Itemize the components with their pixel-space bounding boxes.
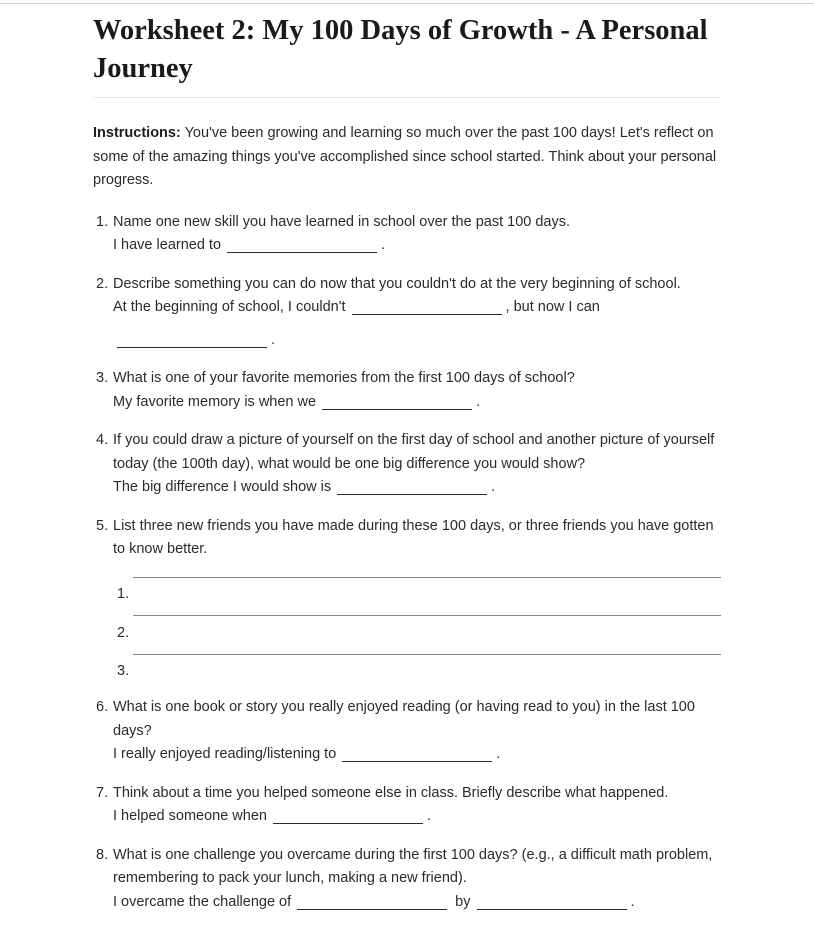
answer-line xyxy=(113,391,721,415)
answer-blank[interactable] xyxy=(273,807,423,824)
instructions xyxy=(93,122,721,193)
answer-end: . xyxy=(630,893,635,910)
question-number: 1. xyxy=(96,213,109,230)
answer-blank[interactable] xyxy=(227,236,377,253)
question-6 xyxy=(93,696,721,767)
answer-text: My favorite memory is when we xyxy=(113,393,317,410)
answer-text: The big difference I would show is xyxy=(113,479,332,495)
answer-blank[interactable] xyxy=(352,298,502,315)
answer-line xyxy=(113,234,721,258)
answer-end: . xyxy=(426,808,432,824)
question-8 xyxy=(93,844,721,915)
question-list xyxy=(93,211,721,915)
friend-number: 1. xyxy=(117,586,130,602)
friend-entry xyxy=(113,604,721,643)
answer-blank[interactable] xyxy=(297,893,447,910)
friends-list xyxy=(113,566,721,682)
answer-text: I have learned to xyxy=(113,237,222,253)
friend-entry xyxy=(113,643,721,682)
question-3 xyxy=(93,367,721,414)
friend-number: 3. xyxy=(117,663,130,679)
question-prompt: List three new friends you have made during these 100 days, or three friends you have gotten to know better. xyxy=(113,517,714,557)
answer-text: I overcame the challenge of xyxy=(113,893,292,910)
question-number: 6. xyxy=(96,699,109,715)
top-divider xyxy=(0,3,814,4)
question-prompt: Describe something you can do now that you couldn't do at the very beginning of school. xyxy=(113,275,681,292)
question-prompt: What is one book or story you really enjoyed reading (or having read to you) in the last 100 days? xyxy=(113,699,695,739)
question-number: 4. xyxy=(96,432,109,448)
answer-text: I really enjoyed reading/listening to xyxy=(113,746,337,762)
answer-line xyxy=(113,805,721,829)
question-7 xyxy=(93,782,721,829)
question-1 xyxy=(93,211,721,258)
question-prompt: If you could draw a picture of yourself on the first day of school and another picture of yourself today (the 100th day), what would be one big difference you would show? xyxy=(113,432,715,472)
friend-entry xyxy=(113,566,721,605)
answer-text: I helped someone when xyxy=(113,808,267,824)
answer-line xyxy=(113,296,721,320)
question-5 xyxy=(93,515,721,682)
answer-line xyxy=(113,743,721,767)
answer-end: . xyxy=(381,237,386,253)
answer-end: . xyxy=(496,746,501,762)
question-prompt: Name one new skill you have learned in school over the past 100 days. xyxy=(113,213,571,230)
question-number: 8. xyxy=(96,846,109,863)
question-prompt: Think about a time you helped someone else in class. Briefly describe what happened. xyxy=(113,784,669,801)
answer-blank[interactable] xyxy=(342,745,492,762)
page-title: Worksheet 2: My 100 Days of Growth - A Personal Journey xyxy=(93,12,721,98)
friend-answer-line[interactable] xyxy=(133,615,721,616)
worksheet xyxy=(93,12,721,929)
answer-blank[interactable] xyxy=(337,478,487,495)
question-number: 2. xyxy=(96,275,109,292)
question-prompt: What is one challenge you overcame during the first 100 days? (e.g., a difficult math problem, remembering to pack your lunch, making a new friend). xyxy=(113,846,713,886)
question-prompt: What is one of your favorite memories from the first 100 days of school? xyxy=(113,370,575,386)
question-number: 5. xyxy=(96,517,109,534)
answer-line-continued xyxy=(113,329,721,353)
answer-end: . xyxy=(491,479,496,495)
friend-answer-line[interactable] xyxy=(133,577,721,578)
friend-answer-line[interactable] xyxy=(133,654,721,655)
answer-mid: , but now I can xyxy=(505,299,600,315)
question-2 xyxy=(93,273,721,353)
answer-line xyxy=(113,476,721,500)
answer-mid: by xyxy=(455,893,471,910)
answer-end: . xyxy=(476,393,481,410)
question-4 xyxy=(93,429,721,500)
answer-blank[interactable] xyxy=(477,893,627,910)
question-number: 7. xyxy=(96,784,109,801)
answer-blank[interactable] xyxy=(322,393,472,410)
answer-blank[interactable] xyxy=(117,331,267,348)
instructions-text: You've been growing and learning so much over the past 100 days! Let's reflect on some of the amazing things you've accomplished since school started. Think about your personal progress. xyxy=(93,125,717,188)
question-number: 3. xyxy=(96,370,109,386)
answer-line xyxy=(113,891,721,915)
instructions-label: Instructions: xyxy=(93,125,181,141)
answer-text: At the beginning of school, I couldn't xyxy=(113,299,346,315)
answer-end: . xyxy=(271,331,276,348)
friend-number: 2. xyxy=(117,624,130,641)
